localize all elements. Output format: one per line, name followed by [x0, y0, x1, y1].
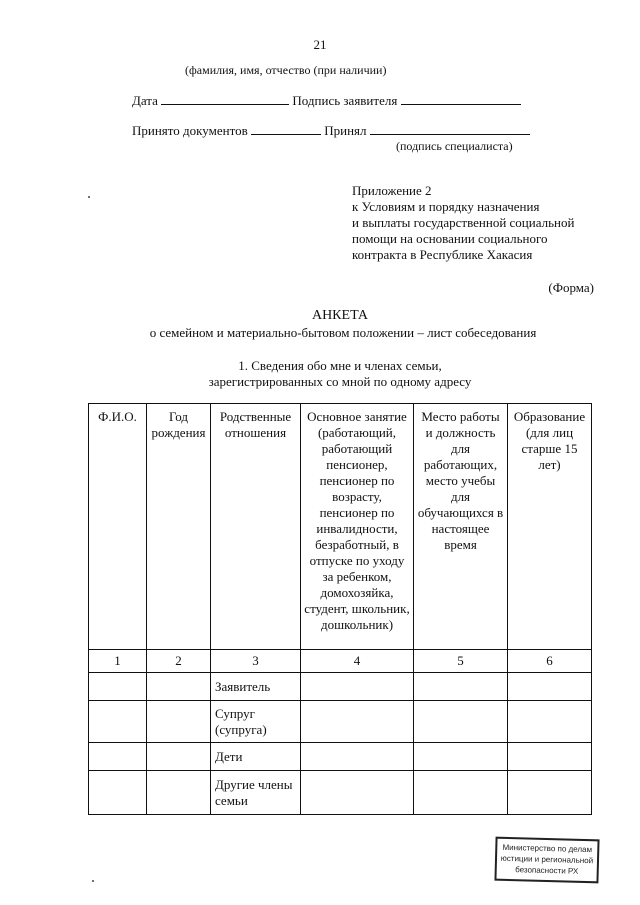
- scan-speck: [88, 196, 90, 198]
- row-label-spouse: Супруг (супруга): [211, 701, 301, 743]
- accepted-docs-label: Принято документов: [132, 123, 248, 138]
- column-number: 4: [301, 650, 414, 673]
- signature-label: Подпись заявителя: [292, 93, 398, 108]
- docs-row: [132, 122, 530, 139]
- header-fio: Ф.И.О.: [89, 404, 147, 650]
- column-number: 1: [89, 650, 147, 673]
- appendix-line: и выплаты государственной социальной: [352, 215, 575, 230]
- column-number: 2: [147, 650, 211, 673]
- scan-speck: [92, 880, 94, 882]
- table-cell[interactable]: [301, 743, 414, 771]
- document-title: АНКЕТА: [311, 308, 369, 323]
- table-row: [89, 771, 592, 815]
- table-cell[interactable]: [301, 771, 414, 815]
- column-number: 5: [414, 650, 508, 673]
- date-label: Дата: [132, 93, 158, 108]
- family-members-table: [88, 403, 592, 815]
- appendix-block: [352, 183, 602, 263]
- header-education: Образование (для лиц старше 15 лет): [508, 404, 592, 650]
- table-cell[interactable]: [508, 673, 592, 701]
- table-cell[interactable]: [147, 673, 211, 701]
- document-subtitle: о семейном и материально-бытовом положении – лист собеседования: [149, 325, 537, 340]
- table-cell[interactable]: [301, 673, 414, 701]
- section-title-line2: зарегистрированных со мной по одному адресу: [208, 374, 472, 389]
- row-label-children: Дети: [211, 743, 301, 771]
- table-row: [89, 701, 592, 743]
- appendix-line: Приложение 2: [352, 183, 432, 198]
- signature-row: [132, 92, 521, 109]
- header-occupation: Основное занятие (работающий, работающий пенсионер, пенсионер по возрасту, пенсионер по инвалидности, безработный, в отпуске по уходу за ребенком, домохозяйка, студент, школьник, дошкольник): [301, 404, 414, 650]
- table-cell[interactable]: [508, 771, 592, 815]
- table-cell[interactable]: [147, 701, 211, 743]
- applicant-signature-field[interactable]: [401, 92, 521, 105]
- table-cell[interactable]: [414, 673, 508, 701]
- accepted-by-label: Принял: [324, 123, 367, 138]
- table-row: [89, 673, 592, 701]
- stamp-line: Министерство по делам: [502, 842, 593, 855]
- table-cell[interactable]: [89, 771, 147, 815]
- fio-caption: (фамилия, имя, отчество (при наличии): [185, 63, 387, 77]
- table-cell[interactable]: [414, 701, 508, 743]
- date-field[interactable]: [161, 92, 289, 105]
- page-number: 21: [313, 37, 327, 52]
- appendix-line: помощи на основании социального: [352, 231, 548, 246]
- ministry-stamp: [494, 837, 599, 884]
- header-relation: Родственные отношения: [211, 404, 301, 650]
- appendix-line: контракта в Республике Хакасия: [352, 247, 533, 262]
- section-title-line1: 1. Сведения обо мне и членах семьи,: [238, 358, 442, 373]
- row-label-applicant: Заявитель: [211, 673, 301, 701]
- header-birth-year: Год рождения: [147, 404, 211, 650]
- column-number: 6: [508, 650, 592, 673]
- table-cell[interactable]: [508, 701, 592, 743]
- column-number: 3: [211, 650, 301, 673]
- table-cell[interactable]: [89, 701, 147, 743]
- table-row: [89, 743, 592, 771]
- row-label-other-members: Другие члены семьи: [211, 771, 301, 815]
- table-cell[interactable]: [301, 701, 414, 743]
- stamp-line: безопасности РХ: [515, 865, 579, 876]
- specialist-signature-field[interactable]: [370, 122, 530, 135]
- table-cell[interactable]: [147, 771, 211, 815]
- specialist-caption: (подпись специалиста): [396, 139, 513, 153]
- table-cell[interactable]: [414, 743, 508, 771]
- form-label: (Форма): [548, 280, 594, 295]
- stamp-line: юстиции и региональной: [500, 853, 594, 866]
- appendix-line: к Условиям и порядку назначения: [352, 199, 540, 214]
- table-cell[interactable]: [414, 771, 508, 815]
- table-cell[interactable]: [147, 743, 211, 771]
- accepted-docs-field[interactable]: [251, 122, 321, 135]
- table-cell[interactable]: [89, 743, 147, 771]
- table-cell[interactable]: [89, 673, 147, 701]
- table-cell[interactable]: [508, 743, 592, 771]
- header-workplace: Место работы и должность для работающих, место учебы для обучающихся в настоящее время: [414, 404, 508, 650]
